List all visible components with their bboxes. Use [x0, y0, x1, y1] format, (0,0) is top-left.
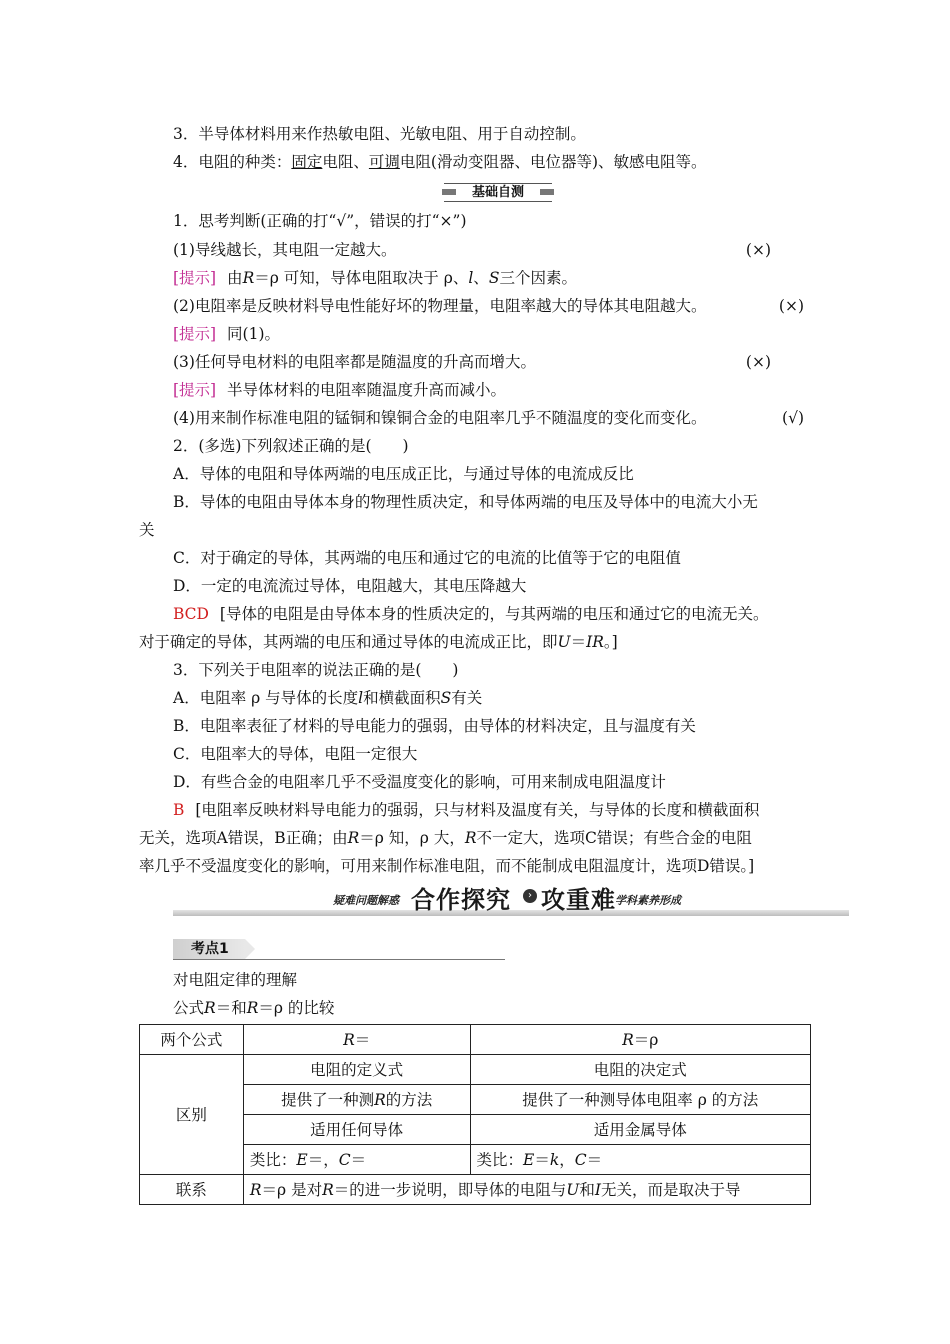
fixed-underlined: 固定	[291, 153, 323, 171]
banner-bar	[173, 910, 849, 916]
q3-explanation	[173, 800, 759, 820]
text: 对于确定的导体，其两端的电压和通过导体的电流成正比，即	[139, 633, 558, 651]
q2-title: 2．(多选)下列叙述正确的是( )	[173, 437, 409, 455]
var: U	[557, 633, 571, 651]
text: 公式	[173, 999, 205, 1017]
item-text: (2)电阻率是反映材料导电性能好坏的物理量，电阻率越大的导体其电阻越大。	[173, 297, 707, 315]
text: 联系	[175, 1180, 207, 1199]
text: 电阻的决定式	[593, 1060, 687, 1079]
q2-option-a: A．导体的电阻和导体两端的电压成正比，与通过导体的电流成反比	[173, 465, 634, 483]
var: R	[347, 829, 360, 847]
text: 和横截面积	[363, 689, 441, 707]
text: 电阻的定义式	[310, 1060, 404, 1079]
var: R	[343, 1030, 355, 1049]
q2-explanation-cont	[139, 632, 618, 652]
q3-explanation-cont-1	[139, 828, 752, 848]
var: R	[322, 1180, 334, 1199]
section-badge: 基础自测	[444, 183, 552, 202]
text: ＝，	[307, 1150, 339, 1169]
var: I	[594, 1180, 601, 1199]
item-text: (4)用来制作标准电阻的锰铜和镍铜合金的电阻率几乎不随温度的变化而变化。	[173, 409, 707, 427]
var: IR	[586, 633, 604, 651]
table-cell	[243, 1175, 810, 1205]
table-cell	[470, 1145, 810, 1175]
text: ＝ρ	[633, 1030, 659, 1049]
table-cell	[470, 1085, 810, 1115]
var: E	[296, 1150, 308, 1169]
table-cell	[470, 1055, 810, 1085]
table-cell	[243, 1085, 470, 1115]
row-label-cell	[140, 1055, 244, 1175]
table-row	[140, 1025, 811, 1055]
text: ＝的进一步说明，即导体的电阻与	[333, 1180, 567, 1199]
answer-key: BCD	[173, 605, 209, 623]
text: 两个公式	[160, 1030, 223, 1049]
text: 提供了一种测	[281, 1090, 375, 1109]
var: E	[523, 1150, 535, 1169]
table-cell	[470, 1115, 810, 1145]
text: 类比：	[249, 1150, 297, 1169]
judgement-mark: (×)	[745, 241, 771, 259]
tip-label: [提示]	[173, 269, 217, 287]
q1-item-2	[173, 296, 804, 316]
arrow-icon: ›	[523, 889, 537, 903]
row-label-cell	[140, 1175, 244, 1205]
judgement-mark: (√)	[782, 409, 804, 427]
table-header-cell	[140, 1025, 244, 1055]
q2-explanation	[173, 604, 768, 624]
text: 无关，选项A错误，B正确；由	[139, 829, 348, 847]
var: S	[440, 689, 452, 707]
banner-left-caption: 疑难问题解惑	[333, 894, 399, 907]
table-header-cell	[243, 1025, 470, 1055]
var: R	[622, 1030, 634, 1049]
text: ＝	[534, 1150, 550, 1169]
var: R	[246, 999, 259, 1017]
table-header-cell	[470, 1025, 810, 1055]
text: 区别	[175, 1105, 207, 1124]
text: 4．电阻的种类：	[173, 153, 292, 171]
text: 、	[473, 269, 489, 287]
text: 有关	[451, 689, 483, 707]
text: ＝	[586, 1150, 603, 1169]
q1-title: 1．思考判断(正确的打“√”，错误的打“×”)	[173, 212, 467, 230]
var: C	[574, 1150, 587, 1169]
text: A．电阻率 ρ 与导体的长度	[173, 689, 359, 707]
var: U	[566, 1180, 580, 1199]
text: 半导体材料的电阻率随温度升高而减小。	[227, 381, 507, 399]
text: 电阻(滑动变阻器、电位器等)、敏感电阻等。	[399, 153, 707, 171]
q3-explanation-cont-2: 率几乎不受温度变化的影响，可用来制作标准电阻，而不能制成电阻温度计，选项D错误。]	[139, 857, 755, 875]
text: 同(1)。	[227, 325, 281, 343]
section-banner	[173, 880, 849, 918]
text: 和	[579, 1180, 595, 1199]
q3-title: 3．下列关于电阻率的说法正确的是( )	[173, 661, 459, 679]
adjustable-underlined: 可调	[368, 153, 400, 171]
intro-item-4	[173, 152, 707, 172]
text: ＝ρ 知，ρ 大，	[359, 829, 465, 847]
q1-item-3	[173, 352, 771, 372]
text: [电阻率反映材料导电能力的强弱，只与材料及温度有关，与导体的长度和横截面积	[195, 801, 760, 819]
var: R	[374, 1090, 386, 1109]
intro-item-3: 3．半导体材料用来作热敏电阻、光敏电阻、用于自动控制。	[173, 125, 586, 143]
var: R	[242, 269, 255, 287]
answer-key: B	[173, 801, 185, 819]
q3-option-c: C．电阻率大的导体，电阻一定很大	[173, 745, 418, 763]
banner-right-caption: 学科素养形成	[615, 894, 681, 907]
table-cell	[243, 1055, 470, 1085]
text: 由	[227, 269, 243, 287]
var: l	[358, 689, 364, 707]
q1-item-4	[173, 408, 804, 428]
kaodian-tag: 考点1	[173, 939, 245, 959]
text: 不一定大，选项C错误；有些合金的电阻	[476, 829, 752, 847]
text: 的方法	[385, 1090, 433, 1109]
text: ＝	[570, 633, 587, 651]
text: ，	[559, 1150, 575, 1169]
table-cell	[243, 1145, 470, 1175]
kaodian-topic: 对电阻定律的理解	[173, 971, 298, 989]
text: ＝和	[215, 999, 247, 1017]
var: C	[338, 1150, 351, 1169]
q2-option-b-cont: 关	[139, 521, 155, 539]
formula-compare-title	[173, 998, 334, 1018]
var: l	[468, 269, 474, 287]
q3-option-a	[173, 688, 482, 708]
text: ＝ρ 的比较	[258, 999, 335, 1017]
q3-option-b: B．电阻率表征了材料的导电能力的强弱，由导体的材料决定，且与温度有关	[173, 717, 696, 735]
table-row	[140, 1175, 811, 1205]
var: R	[204, 999, 216, 1017]
text: [导体的电阻是由导体本身的性质决定的，与其两端的电压和通过它的电流无关。	[219, 605, 769, 623]
text: 适用金属导体	[593, 1120, 687, 1139]
tip-label: [提示]	[173, 381, 217, 399]
text: 三个因素。	[499, 269, 577, 287]
q2-option-b: B．导体的电阻由导体本身的物理性质决定，和导体两端的电压及导体中的电流大小无	[173, 493, 758, 511]
q1-tip-3	[173, 380, 506, 400]
var: S	[488, 269, 500, 287]
text: 电阻、	[322, 153, 369, 171]
q3-option-d: D．有些合金的电阻率几乎不受温度变化的影响，可用来制成电阻温度计	[173, 773, 666, 791]
text: ＝ρ 可知，导体电阻取决于 ρ、	[254, 269, 469, 287]
table-cell	[243, 1115, 470, 1145]
judgement-mark: (×)	[745, 353, 771, 371]
q2-option-d: D．一定的电流流过导体，电阻越大，其电压降越大	[173, 577, 527, 595]
text: 提供了一种测导体电阻率 ρ 的方法	[522, 1090, 759, 1109]
q2-option-c: C．对于确定的导体，其两端的电压和通过它的电流的比值等于它的电阻值	[173, 549, 681, 567]
q1-tip-2	[173, 324, 280, 344]
formula-comparison-table	[139, 1024, 811, 1205]
banner-title-2: 攻重难	[541, 886, 616, 914]
text: ＝ρ 是对	[261, 1180, 323, 1199]
var: R	[249, 1180, 262, 1199]
item-text: (1)导线越长，其电阻一定越大。	[173, 241, 397, 259]
banner-title-1: 合作探究	[411, 886, 511, 914]
var: R	[464, 829, 477, 847]
table-row	[140, 1055, 811, 1085]
text: ＝	[354, 1030, 371, 1049]
text: 类比：	[476, 1150, 524, 1169]
q1-item-1	[173, 240, 771, 260]
judgement-mark: (×)	[778, 297, 804, 315]
var: k	[549, 1150, 560, 1169]
text: 。]	[603, 633, 618, 651]
q1-tip-1	[173, 268, 577, 288]
kaodian-header	[173, 939, 505, 960]
text: 无关，而是取决于导	[600, 1180, 741, 1199]
text: ＝	[350, 1150, 367, 1169]
item-text: (3)任何导电材料的电阻率都是随温度的升高而增大。	[173, 353, 536, 371]
text: 适用任何导体	[310, 1120, 404, 1139]
tip-label: [提示]	[173, 325, 217, 343]
